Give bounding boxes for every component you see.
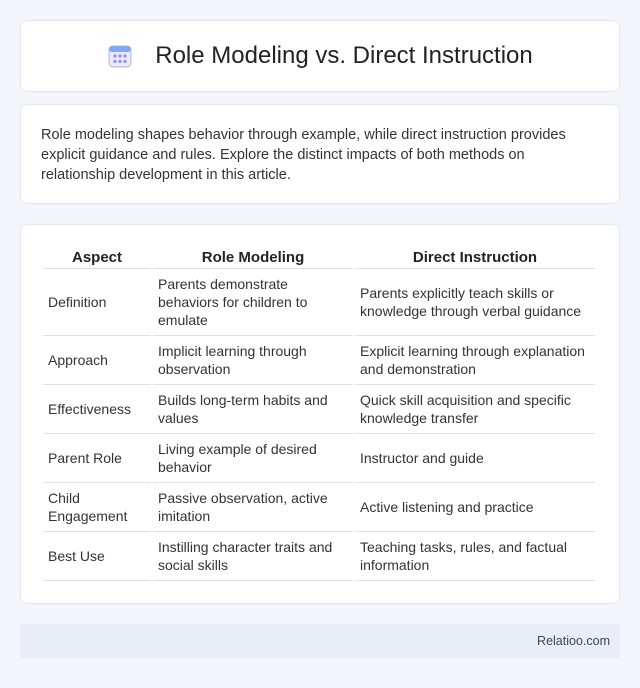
table-cell: Builds long-term habits and values [153,385,353,434]
table-cell: Best Use [43,532,151,581]
header-aspect: Aspect [43,243,151,269]
comparison-table [41,243,597,581]
calendar-icon [107,43,133,69]
table-cell: Quick skill acquisition and specific knowledge transfer [355,385,595,434]
table-cell: Parents demonstrate behaviors for children to emulate [153,269,353,336]
table-cell: Instilling character traits and social skills [153,532,353,581]
table-cell: Parents explicitly teach skills or knowledge through verbal guidance [355,269,595,336]
table-cell: Definition [43,269,151,336]
header-role-modeling: Role Modeling [153,243,353,269]
footer [20,624,620,658]
table-cell: Effectiveness [43,385,151,434]
table-cell: Parent Role [43,434,151,483]
table-row [43,483,595,532]
intro-text: Role modeling shapes behavior through example, while direct instruction provides explicit guidance and rules. Explore the distinct impacts of both methods on relationship development in this article. [41,127,566,183]
intro-card [20,104,620,204]
table-row [43,269,595,336]
table-cell: Instructor and guide [355,434,595,483]
table-cell: Child Engagement [43,483,151,532]
header-direct-instruction: Direct Instruction [355,243,595,269]
table-cell: Explicit learning through explanation and demonstration [355,336,595,385]
table-header-row [43,243,595,269]
comparison-table-card [20,224,620,604]
table-row [43,434,595,483]
table-cell: Approach [43,336,151,385]
table-cell: Implicit learning through observation [153,336,353,385]
title-card [20,20,620,92]
table-cell: Passive observation, active imitation [153,483,353,532]
table-cell: Living example of desired behavior [153,434,353,483]
footer-brand: Relatioo.com [537,634,610,648]
page-title: Role Modeling vs. Direct Instruction [155,42,533,69]
table-row [43,532,595,581]
table-cell: Active listening and practice [355,483,595,532]
table-row [43,385,595,434]
table-cell: Teaching tasks, rules, and factual information [355,532,595,581]
table-row [43,336,595,385]
